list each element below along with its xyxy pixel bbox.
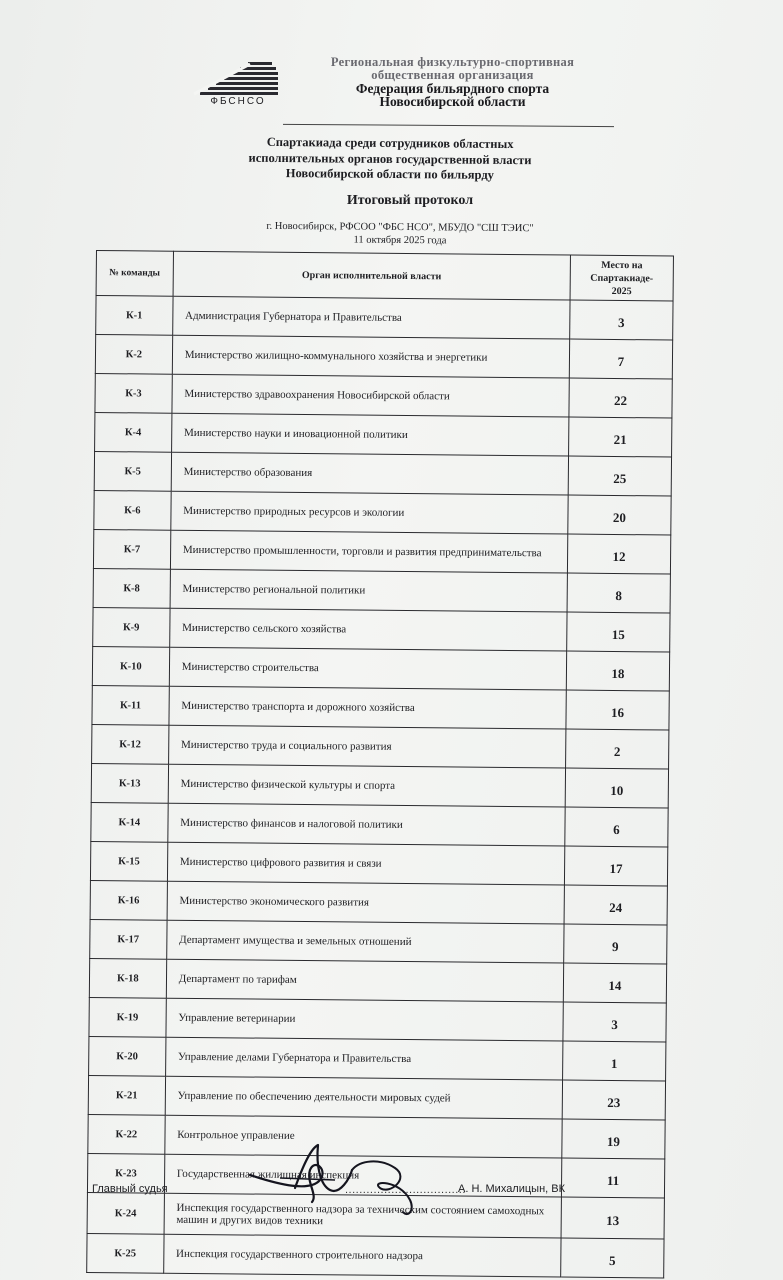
team-number: К-14 xyxy=(91,802,168,842)
table-row xyxy=(92,724,669,769)
team-number: К-8 xyxy=(93,568,170,608)
place-rank: 10 xyxy=(565,768,668,808)
organization-name-cell: Администрация Губернатора и Правительства xyxy=(172,296,570,339)
chief-judge-name: А. Н. Михалицын, ВК xyxy=(458,1183,566,1195)
team-number: К-23 xyxy=(87,1153,164,1193)
organization-name-cell: Контрольное управление xyxy=(165,1115,563,1158)
team-number: К-1 xyxy=(96,296,173,336)
organization-name-cell: Министерство региональной политики xyxy=(170,569,568,612)
team-number: К-21 xyxy=(88,1075,165,1115)
team-number: К-25 xyxy=(87,1233,164,1273)
table-row xyxy=(93,607,670,652)
table-row xyxy=(89,997,666,1042)
team-number: К-15 xyxy=(90,841,167,881)
team-number: К-10 xyxy=(92,646,169,686)
organization-name-cell: Государственная жилищная инспекция xyxy=(164,1154,562,1197)
logo-text: ФБСНСО xyxy=(210,96,266,107)
team-number: К-12 xyxy=(92,724,169,764)
organization-name-cell: Министерство физической культуры и спорта xyxy=(168,764,566,807)
place-rank: 2 xyxy=(566,729,669,769)
header-divider xyxy=(283,124,614,127)
organization-name-cell: Министерство здравоохранения Новосибирской области xyxy=(172,374,570,417)
table-row xyxy=(93,529,670,574)
org-line-1: Региональная физкультурно-спортивная xyxy=(330,55,575,69)
table-header-row xyxy=(96,251,673,302)
column-header-team: № команды xyxy=(96,251,173,297)
protocol-place: г. Новосибирск, РФСОО "ФБС НСО", МБУДО "СШ ТЭИС" xyxy=(266,220,534,235)
column-header-place xyxy=(570,255,673,301)
organization-name-cell: Министерство сельского хозяйства xyxy=(169,608,567,651)
protocol-date: 11 октября 2025 года xyxy=(353,234,447,247)
team-number: К-2 xyxy=(95,335,172,375)
team-number: К-19 xyxy=(89,997,166,1037)
table-row xyxy=(96,296,673,341)
table-row xyxy=(94,490,671,535)
table-row xyxy=(87,1233,664,1278)
column-header-place-line-2: Спартакиаде- xyxy=(590,272,654,284)
organization-name-cell: Министерство промышленности, торговли и развития предпринимательства xyxy=(170,530,568,573)
place-rank: 3 xyxy=(570,300,673,340)
org-line-4: Новосибирской области xyxy=(379,94,526,109)
place-rank: 3 xyxy=(563,1002,666,1042)
place-rank: 22 xyxy=(569,378,672,418)
organization-name-cell: Министерство финансов и налоговой политики xyxy=(168,803,566,846)
org-line-3: Федерация бильярдного спорта xyxy=(355,81,550,96)
place-rank: 24 xyxy=(564,885,667,925)
place-rank: 17 xyxy=(564,846,667,886)
table-row xyxy=(89,1036,666,1081)
organization-name-cell: Управление по обеспечению деятельности мировых судей xyxy=(165,1076,563,1119)
event-title-line-1: Спартакиада среди сотрудников областных xyxy=(266,134,514,152)
organization-name-cell: Управление ветеринарии xyxy=(166,998,564,1041)
team-number: К-7 xyxy=(93,529,170,569)
table-row xyxy=(91,763,668,808)
place-rank: 8 xyxy=(567,573,670,613)
column-header-org: Орган исполнительной власти xyxy=(173,251,571,300)
table-row xyxy=(92,685,669,730)
organization-name-cell: Министерство транспорта и дорожного хозяйства xyxy=(169,686,567,729)
place-rank: 16 xyxy=(566,690,669,730)
place-rank: 9 xyxy=(564,924,667,964)
team-number: К-5 xyxy=(94,451,171,491)
team-number: К-16 xyxy=(90,880,167,920)
organization-name-cell: Департамент по тарифам xyxy=(166,959,564,1002)
organization-name-cell: Управление делами Губернатора и Правительства xyxy=(165,1037,563,1080)
table-row xyxy=(95,335,672,380)
organization-name xyxy=(290,56,615,108)
results-table-wrapper xyxy=(86,250,674,1279)
place-rank: 13 xyxy=(561,1197,664,1239)
place-rank: 6 xyxy=(565,807,668,847)
organization-name-cell: Министерство жилищно-коммунального хозяйства и энергетики xyxy=(172,335,570,378)
organization-name-cell: Министерство труда и социального развития xyxy=(168,725,566,768)
organization-name-cell: Министерство строительства xyxy=(169,647,567,690)
protocol-title: Итоговый протокол xyxy=(346,193,474,208)
table-row xyxy=(90,880,667,925)
organization-name-cell: Министерство науки и иновационной политики xyxy=(171,413,569,456)
team-number: К-6 xyxy=(94,490,171,530)
team-number: К-11 xyxy=(92,685,169,725)
table-row xyxy=(90,919,667,964)
place-rank: 23 xyxy=(562,1080,665,1120)
place-rank: 11 xyxy=(561,1158,664,1198)
team-number: К-9 xyxy=(93,607,170,647)
results-table xyxy=(86,250,674,1279)
table-row xyxy=(93,568,670,613)
table-row xyxy=(94,451,671,496)
place-rank: 20 xyxy=(568,495,671,535)
organization-name-cell: Инспекция государственного строительного надзора xyxy=(163,1234,561,1277)
place-rank: 5 xyxy=(561,1238,664,1278)
team-number: К-22 xyxy=(88,1114,165,1154)
team-number: К-17 xyxy=(90,919,167,959)
organization-name-cell: Департамент имущества и земельных отношений xyxy=(166,920,564,963)
organization-name-cell: Инспекция государственного надзора за техническим состоянием самоходных машин и других видов техники xyxy=(164,1193,562,1238)
column-header-place-line-3: 2025 xyxy=(611,285,632,297)
organization-name-cell: Министерство природных ресурсов и экологии xyxy=(171,491,569,534)
table-row xyxy=(95,373,672,418)
place-rank: 7 xyxy=(569,339,672,379)
column-header-place-line-1: Место на xyxy=(601,259,643,271)
event-title-line-3: Новосибирской области по бильярду xyxy=(285,166,494,182)
place-rank: 15 xyxy=(567,612,670,652)
team-number: К-20 xyxy=(89,1036,166,1076)
table-row xyxy=(92,646,669,691)
team-number: К-3 xyxy=(95,373,172,413)
signature-line: .................................. xyxy=(345,1184,466,1196)
organization-name-cell: Министерство цифрового развития и связи xyxy=(167,842,565,885)
team-number: К-18 xyxy=(89,958,166,998)
org-line-2: общественная организация xyxy=(371,68,534,82)
event-title xyxy=(200,134,580,184)
place-rank: 25 xyxy=(568,456,671,496)
table-row xyxy=(95,412,672,457)
place-rank: 14 xyxy=(563,963,666,1003)
place-rank: 1 xyxy=(563,1041,666,1081)
table-row xyxy=(89,958,666,1003)
team-number: К-13 xyxy=(91,763,168,803)
place-rank: 19 xyxy=(562,1119,665,1159)
organization-name-cell: Министерство экономического развития xyxy=(167,881,565,924)
place-rank: 12 xyxy=(567,534,670,574)
team-number: К-24 xyxy=(87,1192,164,1234)
chief-judge-label: Главный судья xyxy=(92,1183,168,1195)
event-title-line-2: исполнительных органов государственной власти xyxy=(248,150,532,167)
table-row xyxy=(88,1075,665,1120)
protocol-place-date xyxy=(200,219,600,248)
table-row xyxy=(90,841,667,886)
table-row xyxy=(91,802,668,847)
handwritten-signature xyxy=(240,1140,440,1225)
team-number: К-4 xyxy=(95,412,172,452)
place-rank: 18 xyxy=(566,651,669,691)
organization-name-cell: Министерство образования xyxy=(171,452,569,495)
place-rank: 21 xyxy=(569,417,672,457)
